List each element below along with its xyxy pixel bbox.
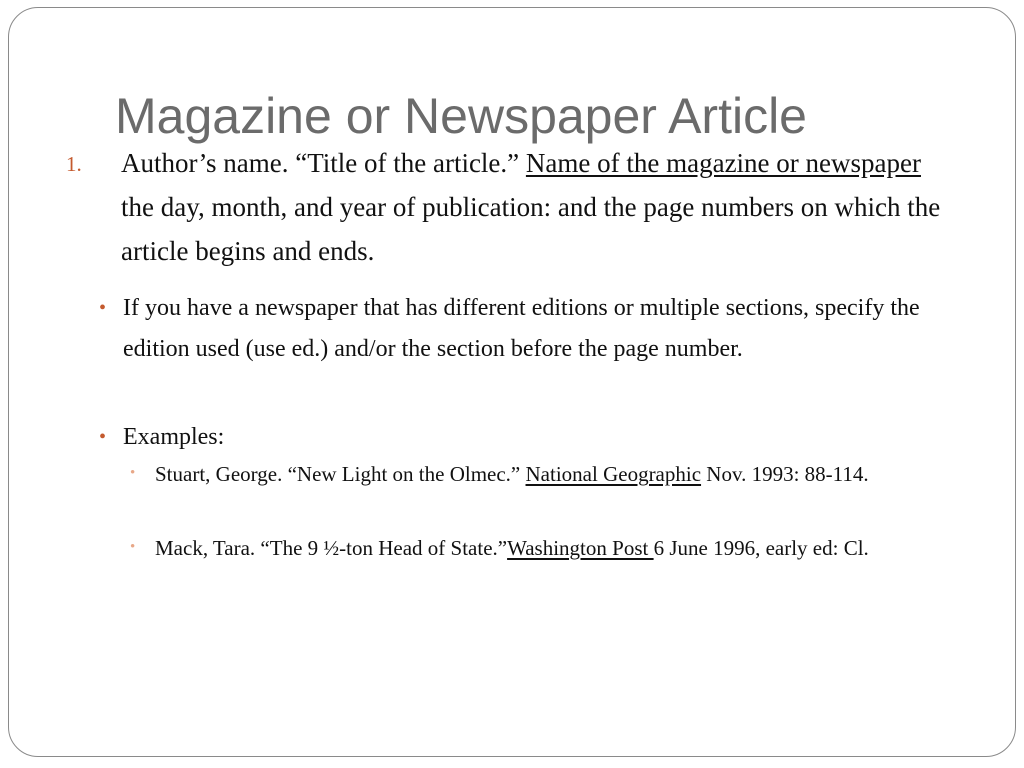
item-underlined-publication: Name of the magazine or newspaper [525, 148, 921, 178]
slide-frame [8, 7, 1016, 757]
bullet-editions-text: If you have a newspaper that has different editions or multiple sections, specify the edition used (use ed.) and/or the section before the page number. [123, 295, 920, 362]
example-text-end: 6 June 1996, early ed: Cl. [653, 536, 869, 560]
bullet-editions [99, 288, 923, 370]
numbered-item-1 [66, 141, 951, 273]
example-stuart [130, 457, 955, 491]
example-text-start: Stuart, George. “New Light on the Olmec.” [155, 462, 526, 486]
item-text-end: the day, month, and year of publication: and the page numbers on which the article begins and ends. [121, 192, 941, 266]
sub-bullet-marker: • [130, 465, 136, 481]
example-text-end: Nov. 1993: 88-114. [701, 462, 869, 486]
item-text-start: Author’s name. “Title of the article.” [121, 148, 526, 178]
example-mack [130, 531, 955, 565]
list-number: 1. [66, 152, 82, 176]
bullet-marker: • [99, 426, 107, 448]
bullet-examples-text: Examples: [123, 424, 225, 450]
bullet-marker: • [99, 297, 107, 319]
example-text-start: Mack, Tara. “The 9 ½-ton Head of State.” [155, 536, 508, 560]
bullet-examples [99, 417, 923, 458]
example-publication: Washington Post [507, 536, 654, 560]
sub-bullet-marker: • [130, 539, 136, 555]
example-publication: National Geographic [525, 462, 702, 486]
slide-title: Magazine or Newspaper Article [115, 88, 807, 144]
